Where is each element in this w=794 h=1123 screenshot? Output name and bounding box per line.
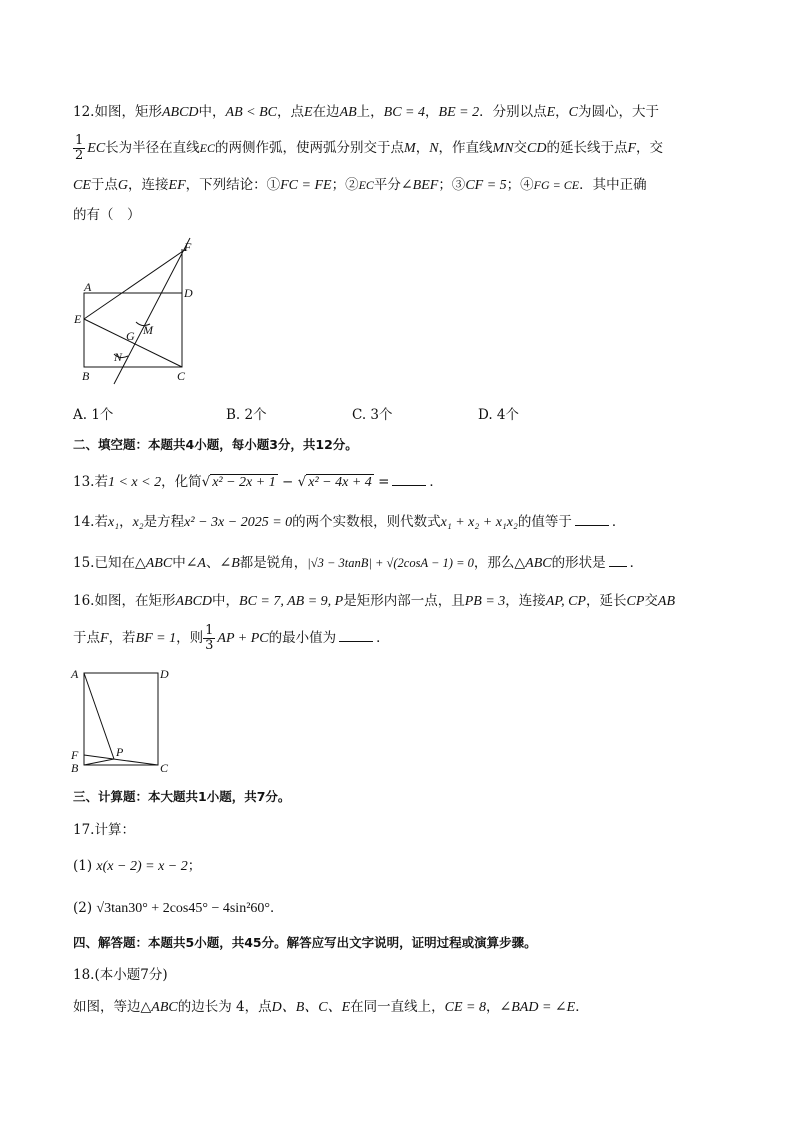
q17-math: √3tan30° + 2cos45° − 4sin²60°: [96, 901, 270, 916]
q12-math: FC = FE: [280, 178, 332, 193]
q17-text: ；: [187, 858, 202, 874]
q12-text: 长为半径在直线: [105, 140, 200, 156]
label-n: N: [114, 350, 123, 364]
q13-text: 13.若: [73, 474, 108, 490]
q12-text: 在边: [312, 104, 340, 120]
label-a: A: [71, 667, 79, 681]
q16-text: 的最小值为: [268, 630, 337, 646]
q16-math: CP: [626, 594, 645, 609]
q16-text: 是矩形内部一点，且: [343, 593, 465, 609]
label-f: F: [184, 240, 192, 254]
q12-line1: [73, 103, 734, 122]
q16-text: ，若: [108, 630, 136, 646]
q17-part2: [73, 899, 734, 918]
fraction-numerator: 1: [205, 623, 214, 638]
q12-text: 为圆心，大于: [577, 104, 659, 120]
label-m: M: [143, 323, 153, 337]
label-e: E: [74, 312, 82, 326]
q16-line2: [73, 622, 734, 655]
q12-math: C: [568, 105, 578, 120]
q12-math: ∠BEF: [400, 178, 439, 193]
q12-math: F: [627, 141, 637, 156]
q12-math: E: [546, 105, 556, 120]
q16-figure: [68, 664, 178, 778]
choice-a: A. 1个: [73, 407, 114, 423]
q12-text: ；③: [438, 177, 466, 193]
q13-text: ．: [429, 474, 443, 490]
label-p: P: [116, 745, 124, 759]
q14-text: ，: [119, 514, 133, 530]
q16-math: AP + PC: [217, 631, 269, 646]
q17-part-number: (2): [73, 900, 93, 916]
q12-math: CF = 5: [465, 178, 507, 193]
q12-math: EC: [87, 141, 106, 156]
q16-text: 于点: [73, 630, 100, 646]
q12-text: ；④: [506, 177, 534, 193]
section-heading-calculation: 三、计算题：本大题共1小题，共7分。: [73, 789, 291, 804]
q12-text: ，点: [277, 104, 304, 120]
q15-text: ．: [629, 555, 644, 571]
q14-line: [73, 513, 734, 532]
label-b: B: [71, 761, 79, 775]
q17-math: x(x − 2) = x − 2: [96, 859, 188, 874]
q14-text: ．: [611, 514, 626, 530]
q12-text: 平分: [373, 177, 401, 193]
q18-text: 在同一直线上，: [350, 999, 445, 1015]
segment-bp: [84, 759, 114, 765]
q16-math: AP, CP: [545, 594, 586, 609]
q17-text: ．: [270, 900, 284, 916]
label-d: D: [160, 667, 169, 681]
section-heading-answer: 四、解答题：本题共5小题，共45分。解答应写出文字说明，证明过程或演算步骤。: [73, 935, 537, 950]
q12-math: E: [304, 105, 313, 120]
fraction-numerator: 1: [75, 133, 84, 148]
choice-d: D. 4个: [478, 407, 520, 423]
q15-text: 都是锐角，: [239, 555, 308, 571]
q12-line3: [73, 176, 734, 195]
q12-text: 交: [513, 140, 528, 156]
q18-text: 的边长为 4，点: [177, 999, 272, 1015]
q12-math: BE = 2: [438, 105, 480, 120]
q12-text: 的有（ ）: [73, 207, 141, 223]
q15-math: ∠A: [185, 556, 206, 571]
q12-math: EC: [358, 178, 374, 192]
q16-text: ，连接: [505, 593, 546, 609]
q16-text: ．: [376, 630, 390, 646]
q15-math: ∠B: [219, 556, 240, 571]
q16-math: AB: [657, 594, 675, 609]
q14-math: x₁: [107, 515, 120, 530]
q16-math: BC = 7, AB = 9, P: [239, 594, 344, 609]
q16-math: PB = 3: [464, 594, 506, 609]
q12-math: G: [117, 178, 129, 193]
q16-text: 16.如图，在矩形: [73, 593, 176, 609]
q18-math: ∠BAD = ∠E: [499, 1000, 576, 1015]
q14-text: 的值等于: [517, 514, 572, 530]
label-c: C: [177, 369, 186, 383]
q16-text: ，延长: [586, 593, 627, 609]
q15-math: |√3 − 3tanB| + √(2cosA − 1) = 0: [307, 556, 474, 570]
choice-b: B. 2个: [226, 407, 267, 423]
q13-radicand: x² − 2x + 1: [212, 475, 276, 490]
q12-math: CD: [527, 141, 547, 156]
line-mn: [114, 238, 190, 384]
q14-text: 14.若: [73, 514, 108, 530]
q12-text: ，连接: [128, 177, 169, 193]
q14-math: x₂: [132, 515, 144, 530]
q16-figure-labels: [70, 667, 169, 775]
q16-text: 交: [644, 593, 658, 609]
q13-radicand: x² − 4x + 4: [308, 475, 372, 490]
q14-math: x² − 3x − 2025 = 0: [184, 515, 293, 530]
q12-figure-lines: [84, 238, 190, 384]
answer-blank: [609, 554, 627, 567]
q12-text: ，交: [636, 140, 664, 156]
q12-math: EF: [168, 178, 186, 193]
q15-text: 中: [172, 555, 186, 571]
q16-math: F: [100, 631, 109, 646]
q18-math: △ABC: [140, 1000, 178, 1015]
q12-text: 的两侧作弧，使两弧分别交于点: [215, 140, 405, 156]
q13-text: ，化简: [161, 474, 202, 490]
q18-math: CE = 8: [444, 1000, 487, 1015]
segment-ap: [84, 673, 114, 759]
answer-blank: [392, 473, 426, 486]
q12-text: ，: [555, 104, 569, 120]
q12-math: M: [404, 141, 416, 156]
q12-text: ，: [415, 140, 430, 156]
q17-part-number: (1): [73, 858, 93, 874]
q17-title: 17.计算：: [73, 822, 135, 838]
q12-math: N: [429, 141, 439, 156]
q16-math: ABCD: [175, 594, 213, 609]
q12-text: 于点: [90, 177, 118, 193]
segment-ec: [84, 319, 182, 367]
q16-text: ，则: [176, 630, 204, 646]
q12-text: ；②: [331, 177, 359, 193]
q12-line2: [73, 133, 734, 164]
q14-text: 的两个实数根，则代数式: [292, 514, 441, 530]
answer-blank: [575, 513, 609, 526]
choice-c: C. 3个: [352, 407, 393, 423]
q18-math: D、B、C、E: [271, 1000, 351, 1015]
label-b: B: [82, 369, 90, 383]
q15-text: 15.已知在: [73, 555, 135, 571]
q12-text: ，下列结论：①: [185, 177, 281, 193]
q12-text: 的延长线于点: [546, 140, 628, 156]
q12-figure-labels: [73, 240, 193, 383]
label-f: F: [71, 748, 79, 762]
q12-math: CE: [73, 178, 91, 193]
q13-math: 1 < x < 2: [107, 475, 162, 490]
q12-text: ，: [425, 104, 439, 120]
q12-math: MN: [492, 141, 514, 156]
q12-text: ．其中正确: [579, 177, 647, 193]
fraction-denominator: 3: [205, 638, 214, 653]
q15-line: [73, 554, 734, 573]
q17-part1: [73, 857, 734, 876]
q16-text: 中，: [212, 593, 240, 609]
q12-math: AB < BC: [225, 105, 277, 120]
q15-text: ，那么: [473, 555, 515, 571]
fraction-denominator: 2: [75, 148, 84, 163]
q15-text: 、: [206, 555, 220, 571]
q12-math: EC: [199, 141, 216, 155]
q12-math: FG = CE: [533, 178, 580, 192]
answer-blank: [339, 629, 373, 642]
q12-math: AB: [339, 105, 357, 120]
label-c: C: [160, 761, 169, 775]
q12-line4: [73, 206, 734, 224]
q13-line: 13.若1 < x < 2，化简√ x² − 2x + 1 − √ x² − 4x + 4 = ．: [73, 474, 443, 490]
section-heading-fill-in: 二、填空题：本题共4小题，每小题3分，共12分。: [73, 437, 358, 452]
q18-title: 18.(本小题7分): [73, 967, 168, 983]
q14-math: x₁ + x₂ + x₁x₂: [440, 515, 518, 530]
segment-ef: [84, 249, 186, 319]
q15-math: △ABC: [134, 556, 173, 571]
q18-line: [73, 998, 734, 1017]
q12-math: ABCD: [161, 105, 199, 120]
q13-text: =: [378, 474, 390, 490]
q12-math: BC = 4: [383, 105, 426, 120]
q12-figure: [70, 236, 200, 388]
label-a: A: [84, 280, 92, 294]
q12-text: ，作直线: [438, 140, 493, 156]
q16-math: BF = 1: [135, 631, 177, 646]
q12-text: 12.如图，矩形: [73, 104, 162, 120]
label-d: D: [184, 286, 193, 300]
q13-text: −: [282, 474, 294, 490]
q12-text: 上，: [356, 104, 384, 120]
fraction: [73, 134, 85, 163]
q15-text: 的形状是: [551, 555, 606, 571]
q12-text: ．分别以点: [479, 104, 547, 120]
q14-text: 是方程: [143, 514, 185, 530]
q18-text: ，: [486, 999, 500, 1015]
q18-text: ．: [575, 999, 589, 1015]
q15-math: △ABC: [514, 556, 552, 571]
q18-text: 如图，等边: [73, 999, 141, 1015]
fraction: [203, 624, 215, 653]
label-g: G: [126, 329, 135, 343]
q12-text: 中，: [198, 104, 226, 120]
q16-line1: [73, 592, 734, 611]
